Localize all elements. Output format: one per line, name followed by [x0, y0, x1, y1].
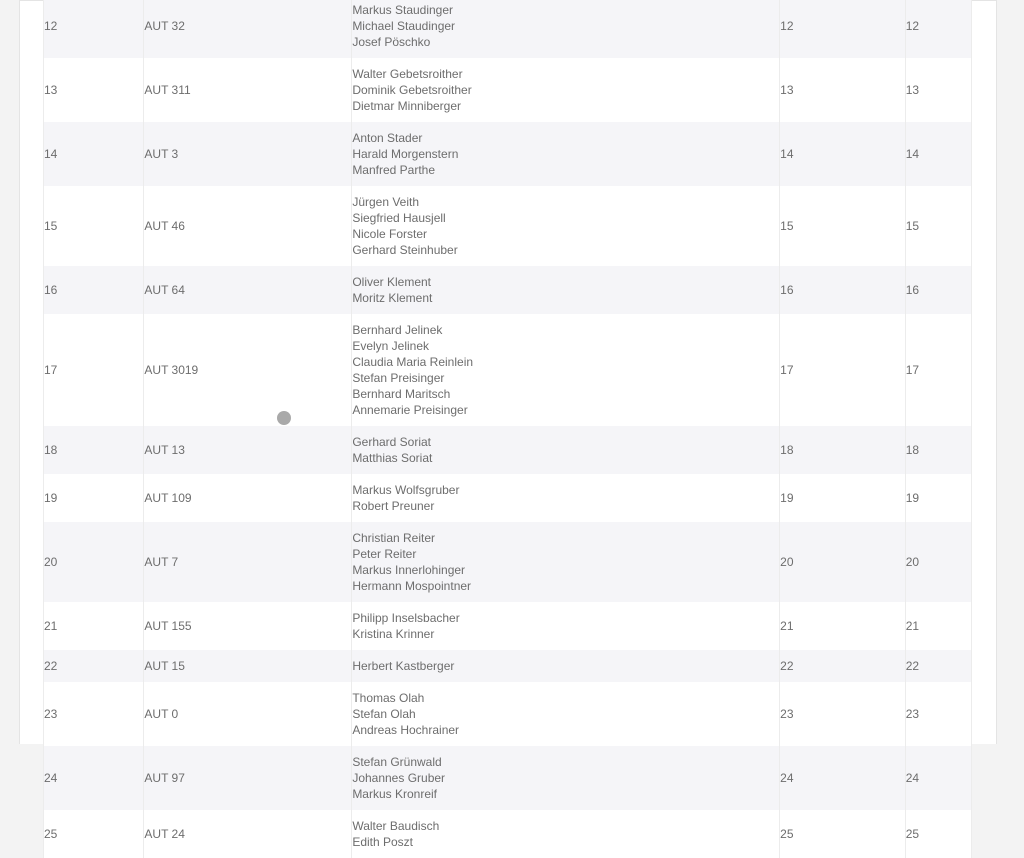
score-cell: 21 — [905, 602, 971, 650]
crew-cell — [352, 426, 780, 474]
rank-cell: 18 — [44, 426, 144, 474]
crew-member-name: Markus Kronreif — [352, 787, 438, 801]
crew-cell — [352, 602, 780, 650]
table-row — [44, 650, 972, 682]
crew-member-name: Josef Pöschko — [352, 35, 431, 49]
score-cell: 20 — [905, 522, 971, 602]
crew-member-name: Dietmar Minniberger — [352, 99, 462, 113]
crew-member-name: Walter Gebetsroither — [352, 67, 463, 81]
rank-cell: 24 — [44, 746, 144, 810]
rank-cell: 12 — [44, 0, 144, 58]
table-row — [44, 266, 972, 314]
sail-number-cell: AUT 311 — [144, 58, 352, 122]
score-cell: 16 — [905, 266, 971, 314]
crew-cell — [352, 266, 780, 314]
table-row — [44, 314, 972, 426]
table-row — [44, 426, 972, 474]
table-row — [44, 186, 972, 266]
results-table — [43, 0, 972, 858]
crew-member-name: Stefan Preisinger — [352, 371, 445, 385]
score-cell: 12 — [780, 0, 906, 58]
crew-cell — [352, 650, 780, 682]
score-cell: 14 — [780, 122, 906, 186]
score-cell: 15 — [905, 186, 971, 266]
crew-member-name: Markus Staudinger — [352, 3, 454, 17]
crew-member-name: Matthias Soriat — [352, 451, 433, 465]
crew-cell — [352, 810, 780, 858]
sail-number-cell: AUT 32 — [144, 0, 352, 58]
score-cell: 22 — [780, 650, 906, 682]
rank-cell: 19 — [44, 474, 144, 522]
crew-cell — [352, 58, 780, 122]
crew-member-name: Gerhard Steinhuber — [352, 243, 458, 257]
score-cell: 20 — [780, 522, 906, 602]
crew-cell — [352, 522, 780, 602]
rank-cell: 13 — [44, 58, 144, 122]
crew-member-name: Markus Innerlohinger — [352, 563, 466, 577]
table-row — [44, 58, 972, 122]
score-cell: 23 — [905, 682, 971, 746]
crew-member-name: Stefan Olah — [352, 707, 416, 721]
score-cell: 25 — [780, 810, 906, 858]
crew-member-name: Evelyn Jelinek — [352, 339, 430, 353]
sail-number-cell: AUT 13 — [144, 426, 352, 474]
crew-member-name: Michael Staudinger — [352, 19, 456, 33]
table-row — [44, 522, 972, 602]
table-row — [44, 122, 972, 186]
crew-cell — [352, 0, 780, 58]
score-cell: 17 — [905, 314, 971, 426]
crew-member-name: Bernhard Jelinek — [352, 323, 443, 337]
sail-number-cell: AUT 7 — [144, 522, 352, 602]
results-page — [19, 0, 997, 849]
crew-member-name: Kristina Krinner — [352, 627, 435, 641]
rank-cell: 17 — [44, 314, 144, 426]
score-cell: 14 — [905, 122, 971, 186]
crew-cell — [352, 122, 780, 186]
crew-cell — [352, 314, 780, 426]
rank-cell: 22 — [44, 650, 144, 682]
score-cell: 21 — [780, 602, 906, 650]
crew-member-name: Andreas Hochrainer — [352, 723, 460, 737]
score-cell: 18 — [780, 426, 906, 474]
score-cell: 17 — [780, 314, 906, 426]
crew-member-name: Stefan Grünwald — [352, 755, 442, 769]
score-cell: 12 — [905, 0, 971, 58]
crew-member-name: Herbert Kastberger — [352, 659, 455, 673]
crew-member-name: Claudia Maria Reinlein — [352, 355, 474, 369]
sail-number-cell: AUT 3 — [144, 122, 352, 186]
sail-number-cell: AUT 155 — [144, 602, 352, 650]
rank-cell: 16 — [44, 266, 144, 314]
table-row — [44, 682, 972, 746]
sail-number-cell: AUT 64 — [144, 266, 352, 314]
crew-member-name: Peter Reiter — [352, 547, 417, 561]
crew-member-name: Manfred Parthe — [352, 163, 436, 177]
crew-cell — [352, 186, 780, 266]
score-cell: 13 — [780, 58, 906, 122]
score-cell: 19 — [905, 474, 971, 522]
crew-member-name: Anton Stader — [352, 131, 423, 145]
score-cell: 18 — [905, 426, 971, 474]
sail-number-cell: AUT 24 — [144, 810, 352, 858]
table-row — [44, 602, 972, 650]
score-cell: 23 — [780, 682, 906, 746]
crew-member-name: Christian Reiter — [352, 531, 436, 545]
crew-member-name: Siegfried Hausjell — [352, 211, 446, 225]
crew-member-name: Harald Morgenstern — [352, 147, 459, 161]
crew-cell — [352, 474, 780, 522]
rank-cell: 25 — [44, 810, 144, 858]
crew-member-name: Bernhard Maritsch — [352, 387, 451, 401]
rank-cell: 21 — [44, 602, 144, 650]
sail-number-cell: AUT 3019 — [144, 314, 352, 426]
results-table-body — [44, 0, 972, 858]
crew-member-name: Nicole Forster — [352, 227, 427, 241]
crew-member-name: Hermann Mospointner — [352, 579, 472, 593]
crew-member-name: Robert Preuner — [352, 499, 435, 513]
crew-member-name: Jürgen Veith — [352, 195, 420, 209]
table-row — [44, 474, 972, 522]
sail-number-cell: AUT 109 — [144, 474, 352, 522]
sail-number-cell: AUT 0 — [144, 682, 352, 746]
score-cell: 25 — [905, 810, 971, 858]
rank-cell: 20 — [44, 522, 144, 602]
crew-member-name: Markus Wolfsgruber — [352, 483, 460, 497]
table-row — [44, 746, 972, 810]
score-cell: 24 — [780, 746, 906, 810]
score-cell: 15 — [780, 186, 906, 266]
table-row — [44, 810, 972, 858]
sail-number-cell: AUT 15 — [144, 650, 352, 682]
crew-cell — [352, 746, 780, 810]
crew-member-name: Gerhard Soriat — [352, 435, 432, 449]
score-cell: 16 — [780, 266, 906, 314]
crew-member-name: Annemarie Preisinger — [352, 403, 468, 417]
score-cell: 19 — [780, 474, 906, 522]
rank-cell: 14 — [44, 122, 144, 186]
touch-cursor-indicator — [277, 411, 291, 425]
table-row — [44, 0, 972, 58]
crew-member-name: Johannes Gruber — [352, 771, 446, 785]
sail-number-cell: AUT 97 — [144, 746, 352, 810]
crew-cell — [352, 682, 780, 746]
crew-member-name: Oliver Klement — [352, 275, 432, 289]
crew-member-name: Dominik Gebetsroither — [352, 83, 472, 97]
crew-member-name: Edith Poszt — [352, 835, 414, 849]
rank-cell: 23 — [44, 682, 144, 746]
crew-member-name: Philipp Inselsbacher — [352, 611, 460, 625]
sail-number-cell: AUT 46 — [144, 186, 352, 266]
crew-member-name: Thomas Olah — [352, 691, 425, 705]
score-cell: 24 — [905, 746, 971, 810]
score-cell: 22 — [905, 650, 971, 682]
crew-member-name: Walter Baudisch — [352, 819, 440, 833]
score-cell: 13 — [905, 58, 971, 122]
crew-member-name: Moritz Klement — [352, 291, 433, 305]
rank-cell: 15 — [44, 186, 144, 266]
